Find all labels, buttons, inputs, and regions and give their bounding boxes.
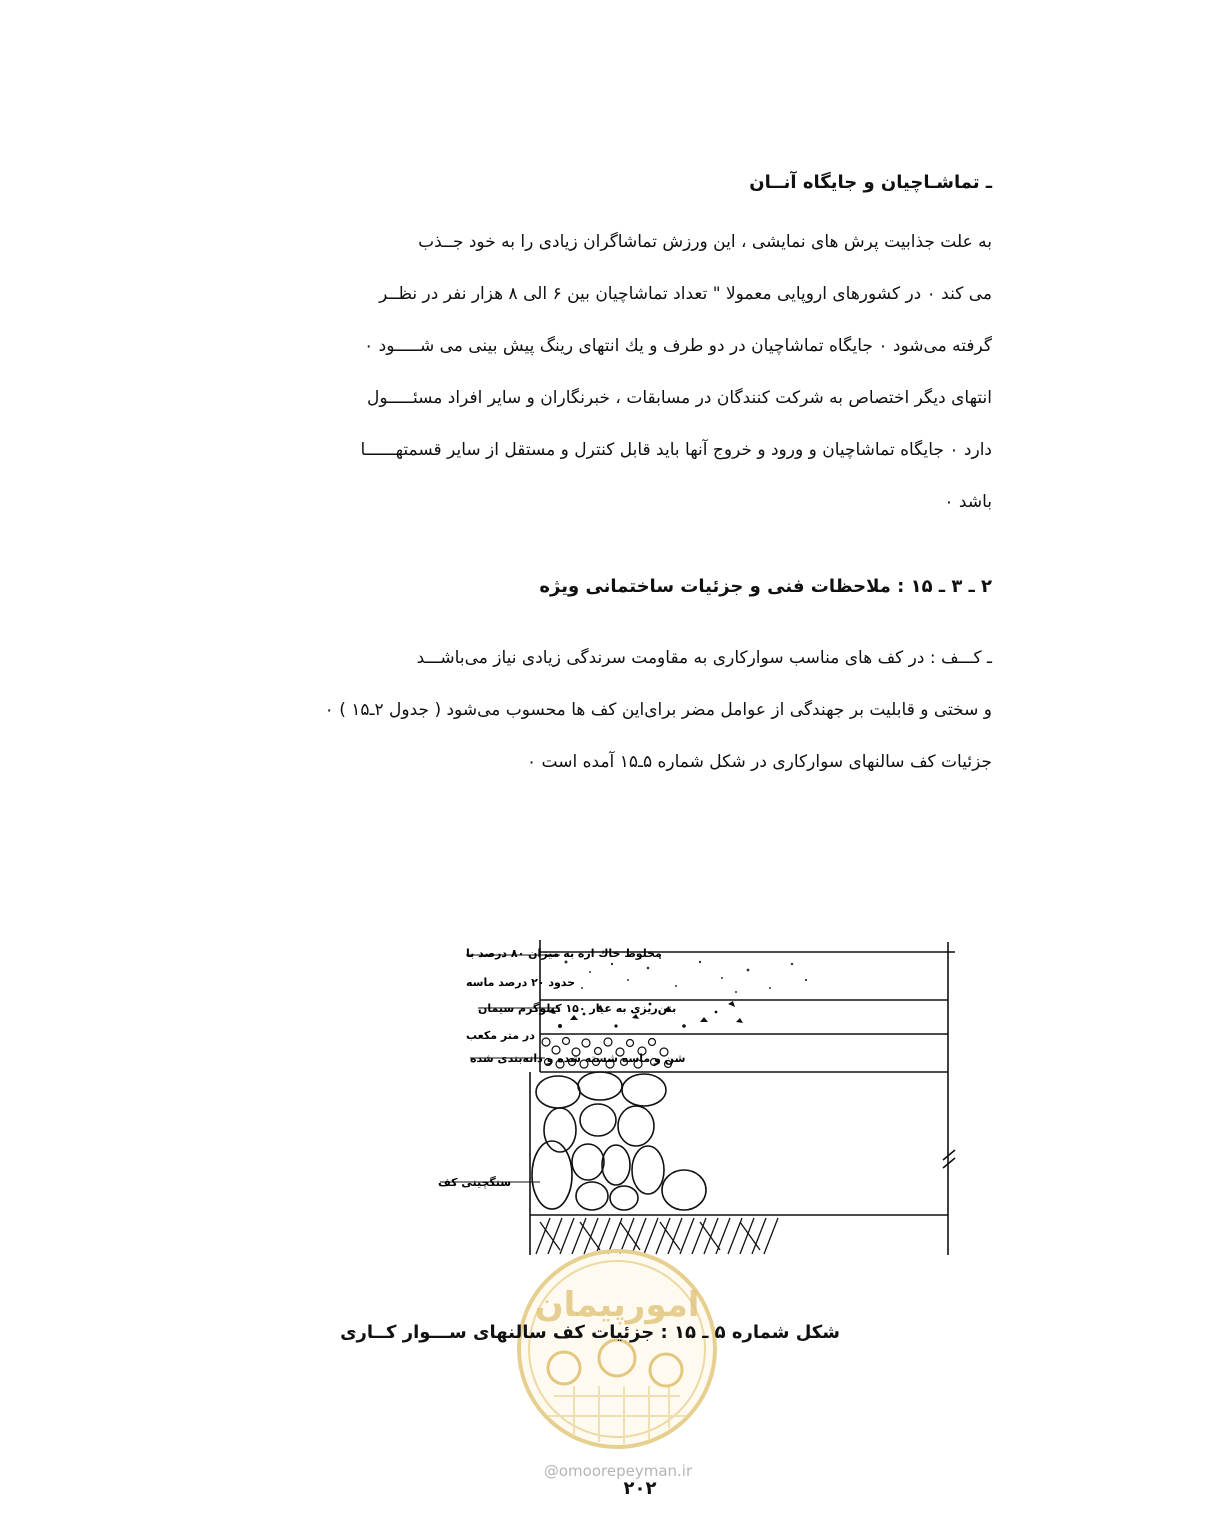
paragraph-line: گرفته می‌شود ٠ جايگاه تماشاچيان در دو طرف و يك انتهای رينگ پيش بينی می شـــــود ٠ bbox=[364, 336, 992, 356]
subsection-heading: ـ تماشـاچيان و جايگاه آنــان bbox=[749, 172, 992, 193]
label-stone: سنگچينی کف bbox=[438, 1176, 512, 1189]
figure-frame bbox=[530, 940, 955, 1255]
label-sawdust-1: مخلوط خاك اره به ميزان ۸۰ درصد با bbox=[466, 947, 662, 960]
paragraph-line: انتهای ديگر اختصاص به شرکت کنندگان در مسابقات ، خبرنگاران و ساير افراد مسئـــــول bbox=[366, 388, 992, 408]
paragraph-line: دارد ٠ جايگاه تماشاچيان و ورود و خروج آنها بايد قابل کنترل و مستقل از ساير قسمتهــــــا bbox=[360, 440, 992, 460]
stone-layer bbox=[532, 1072, 706, 1210]
figure-caption: شکل شماره ۵ ـ ۱۵ : جزئيات کف سالنهای ســـوار کــاری bbox=[340, 1322, 840, 1343]
site-watermark: @omoorepeyman.ir bbox=[543, 1462, 693, 1480]
paragraph-line: باشد ٠ bbox=[944, 492, 992, 512]
leader-lines bbox=[440, 955, 560, 1182]
paragraph-line: می کند ٠ در کشورهای اروپايی معمولا " تعداد تماشاچيان بين ۶ الی ۸ هزار نفر در نظــر bbox=[379, 284, 992, 304]
label-concrete-2: در متر مکعب bbox=[466, 1029, 535, 1042]
label-gravel: شن و ماسه شسته شده و دانه‌بندی شده bbox=[470, 1052, 686, 1065]
watermark-seal-icon bbox=[514, 1246, 720, 1452]
paragraph-line: به علت جذابيت پرش های نمايشی ، اين ورزش تماشاگران زيادی را به خود جــذب bbox=[418, 232, 992, 252]
watermark-text: امورپيمان bbox=[534, 1285, 700, 1325]
label-sawdust-2: حدود ۲۰ درصد ماسه bbox=[466, 976, 576, 989]
paragraph-line: ـ کـــف : در کف های مناسب سوارکاری به مقاومت سرندگی زيادی نياز می‌باشـــد bbox=[416, 648, 992, 668]
sawdust-layer bbox=[565, 957, 808, 993]
label-concrete-1: بتن‌ريزی به عيار ۱۵۰ کيلوگرم سيمان bbox=[478, 1002, 677, 1015]
page-number: ۲۰۲ bbox=[623, 1478, 657, 1499]
section-title: ۲ ـ ۳ ـ ۱۵ : ملاحظات فنی و جزئيات ساختمانی ويژه bbox=[539, 576, 992, 597]
paragraph-line: و سختی و قابليت بر جهندگی از عوامل مضر برای‌اين کف ها محسوب می‌شود ( جدول ۲ـ۱۵ ) ٠ bbox=[324, 700, 992, 720]
paragraph-line: جزئيات کف سالنهای سوارکاری در شکل شماره ۵ـ۱۵ آمده است ٠ bbox=[527, 752, 992, 772]
